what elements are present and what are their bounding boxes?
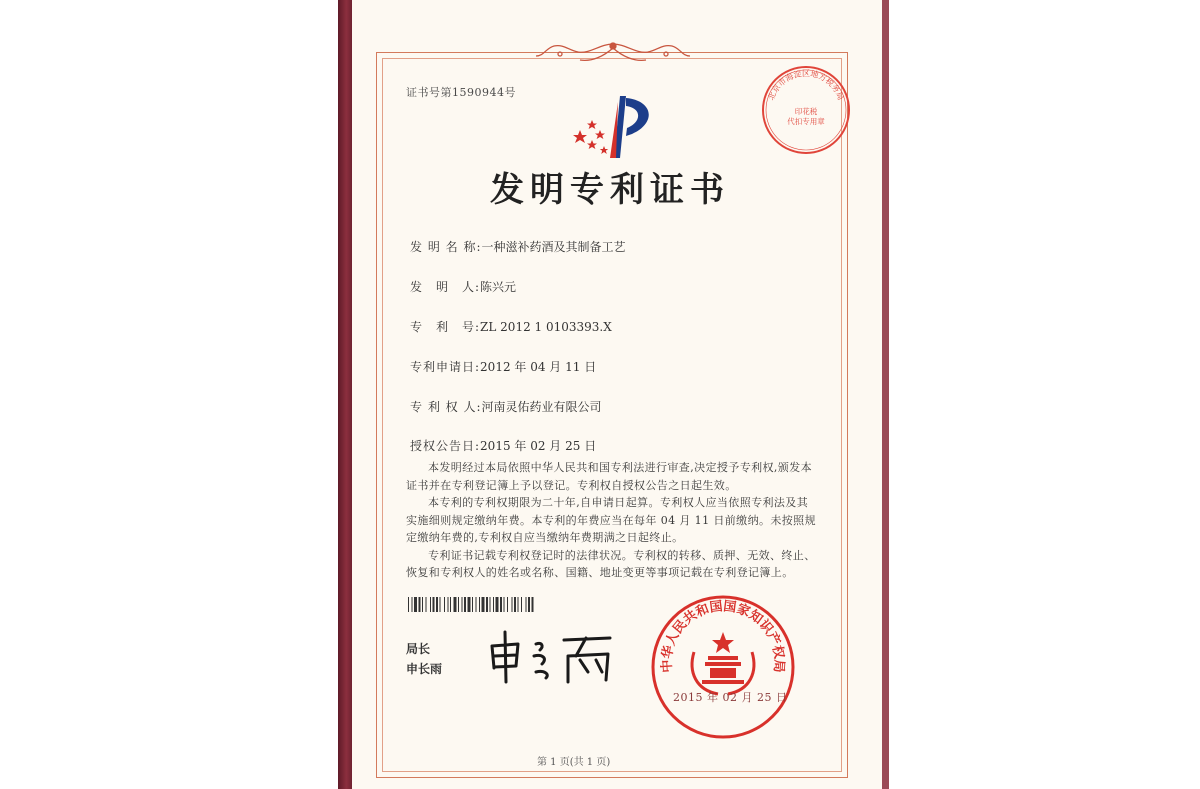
director-signature	[484, 626, 624, 688]
right-binding	[882, 0, 889, 789]
inventor-row	[410, 278, 516, 295]
filing-date-row	[410, 358, 596, 375]
svg-text:中华人民共和国国家知识产权局: 中华人民共和国国家知识产权局	[659, 599, 787, 673]
patentee-row	[410, 398, 602, 415]
border-ornament-icon	[530, 40, 696, 66]
patent-number-value: ZL 2012 1 0103393.X	[480, 320, 612, 334]
document-title: 发明专利证书	[490, 170, 730, 210]
body-paragraph-2: 本专利的专利权期限为二十年,自申请日起算。专利权人应当依照专利法及其实施细则规定缴纳年费。本专利的年费应当在每年 04 月 11 日前缴纳。未按照规定缴纳年费的,专利权自应当缴纳年费期满之日起终止。	[406, 496, 816, 544]
invention-name-value: 一种滋补药酒及其制备工艺	[481, 240, 626, 254]
grant-date-label: 授权公告日:	[410, 439, 481, 453]
patentee-label: 专 利 权 人:	[410, 400, 482, 414]
left-binding	[338, 0, 352, 789]
grant-date-row	[410, 437, 596, 454]
invention-name-label: 发 明 名 称:	[410, 240, 482, 254]
tax-stamp-seal	[760, 64, 852, 156]
inventor-label: 发 明 人:	[410, 280, 481, 294]
page-number: 第 1 页(共 1 页)	[537, 757, 611, 768]
patent-number-label: 专 利 号:	[410, 320, 481, 334]
certificate-number: 证书号第1590944号	[406, 86, 516, 99]
invention-name-row	[410, 238, 626, 255]
patentee-value: 河南灵佑药业有限公司	[481, 400, 602, 414]
body-paragraph-1: 本发明经过本局依照中华人民共和国专利法进行审查,决定授予专利权,颁发本证书并在专利登记簿上予以登记。专利权自授权公告之日起生效。	[406, 461, 812, 492]
svg-text:代扣专用章: 代扣专用章	[787, 117, 825, 126]
certificate-body	[406, 459, 818, 582]
seal-date: 2015 年 02 月 25 日	[673, 691, 788, 704]
grant-date-value: 2015 年 02 月 25 日	[480, 439, 597, 453]
director-name: 申长雨	[406, 662, 443, 676]
director-title: 局长	[406, 642, 431, 656]
inventor-value: 陈兴元	[480, 280, 517, 294]
barcode	[408, 597, 594, 612]
body-paragraph-3: 专利证书记载专利权登记时的法律状况。专利权的转移、质押、无效、终止、恢复和专利权人的姓名或名称、国籍、地址变更等事项记载在专利登记簿上。	[406, 548, 816, 579]
patent-office-seal	[648, 592, 798, 742]
filing-date-value: 2012 年 04 月 11 日	[480, 360, 597, 374]
patent-number-row	[410, 318, 612, 335]
patent-office-logo-icon	[570, 92, 666, 162]
svg-text:北京市海淀区地方税务局: 北京市海淀区地方税务局	[766, 69, 846, 102]
svg-text:印花税: 印花税	[794, 107, 818, 116]
filing-date-label: 专利申请日:	[410, 360, 481, 374]
